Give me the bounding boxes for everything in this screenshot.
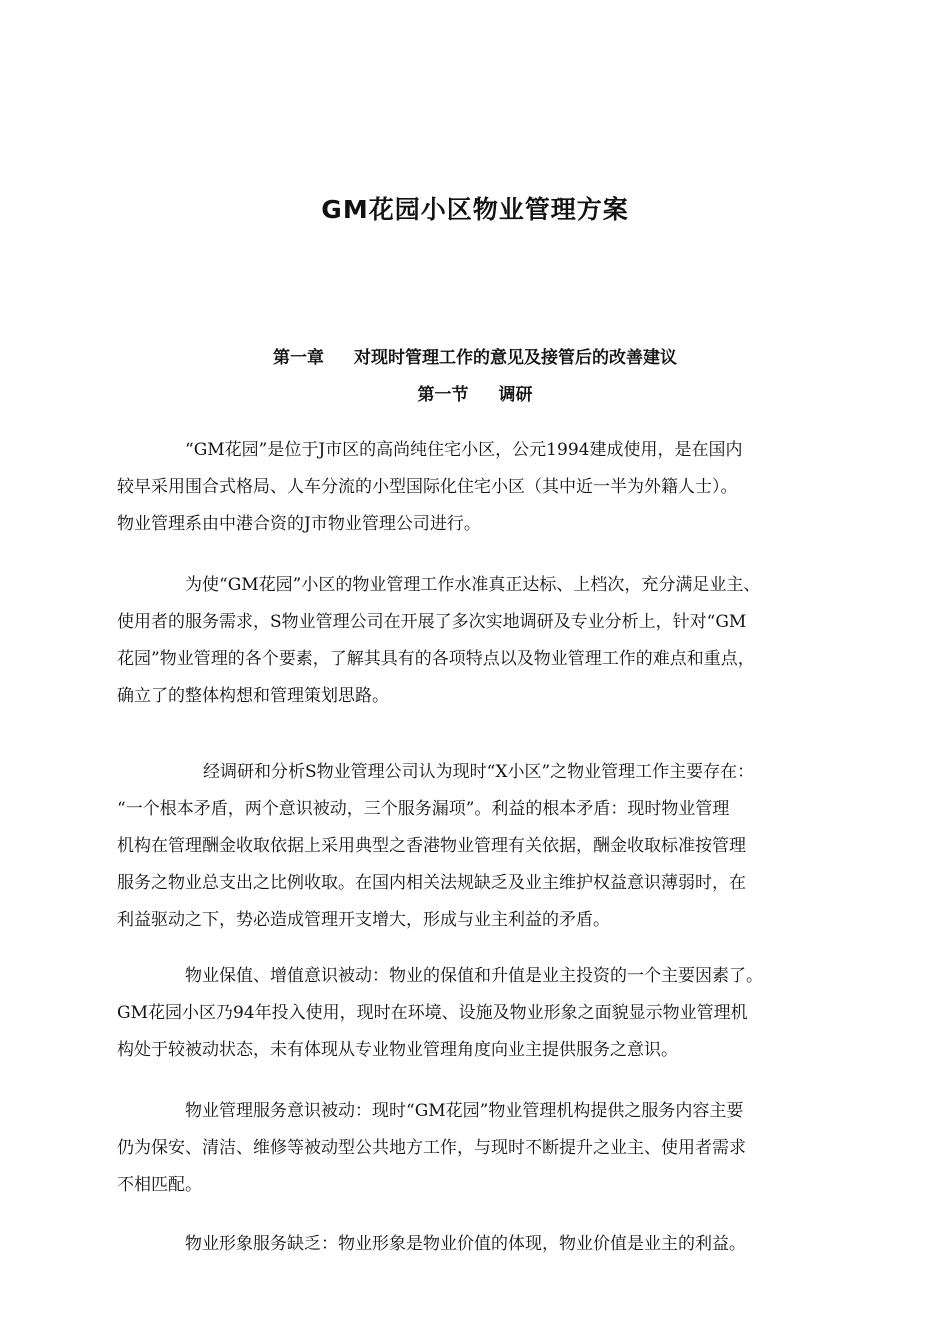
- section-heading: [0, 380, 950, 405]
- paragraph-value-awareness: [117, 958, 837, 1069]
- section-title: 调研: [498, 385, 533, 405]
- paragraph-line: 物业管理服务意识被动：现时“GM花园”物业管理机构提供之服务内容主要: [185, 1101, 744, 1121]
- paragraph-line: 使用者的服务需求，S物业管理公司在开展了多次实地调研及专业分析上，针对“GM: [117, 612, 747, 632]
- paragraph-line: 不相匹配。: [117, 1175, 202, 1195]
- document-title: GM花园小区物业管理方案: [321, 195, 629, 224]
- paragraph-line: 服务之物业总支出之比例收取。在国内相关法规缺乏及业主维护权益意识薄弱时，在: [117, 873, 746, 893]
- paragraph-line: 花园”物业管理的各个要素，了解其具有的各项特点以及物业管理工作的难点和重点，: [117, 649, 755, 669]
- paragraph-line: 机构在管理酬金收取依据上采用典型之香港物业管理有关依据，酬金收取标准按管理: [117, 836, 746, 856]
- paragraph-line: 物业保值、增值意识被动：物业的保值和升值是业主投资的一个主要因素了。: [185, 966, 763, 986]
- paragraph-line: 仍为保安、清洁、维修等被动型公共地方工作，与现时不断提升之业主、使用者需求: [117, 1138, 746, 1158]
- paragraph-line: “一个根本矛盾，两个意识被动，三个服务漏项”。利益的根本矛盾：现时物业管理: [117, 799, 730, 819]
- paragraph-line: 经调研和分析S物业管理公司认为现时“X小区”之物业管理工作主要存在：: [203, 762, 755, 782]
- paragraph-analysis: [117, 754, 837, 939]
- chapter-label: 第一章: [273, 348, 324, 368]
- paragraph-line: GM花园小区乃94年投入使用，现时在环境、设施及物业形象之面貌显示物业管理机: [117, 1003, 748, 1023]
- paragraph-line: 为使“GM花园”小区的物业管理工作水准真正达标、上档次，充分满足业主、: [185, 575, 761, 595]
- paragraph-service-awareness: [117, 1093, 837, 1204]
- paragraph-line: 较早采用围合式格局、人车分流的小型国际化住宅小区（其中近一半为外籍人士）。: [117, 477, 738, 497]
- paragraph-intro: [117, 432, 837, 543]
- paragraph-line: 构处于较被动状态，未有体现从专业物业管理角度向业主提供服务之意识。: [117, 1040, 678, 1060]
- chapter-title: 对现时管理工作的意见及接管后的改善建议: [354, 348, 677, 368]
- paragraph-line: 确立了的整体构想和管理策划思路。: [117, 686, 389, 706]
- paragraph-line: 物业管理系由中港合资的J市物业管理公司进行。: [117, 514, 481, 534]
- chapter-heading: [0, 343, 950, 368]
- paragraph-image-service: [117, 1226, 837, 1263]
- section-label: 第一节: [417, 385, 469, 405]
- paragraph-line: “GM花园”是位于J市区的高尚纯住宅小区，公元1994建成使用，是在国内: [185, 440, 743, 460]
- paragraph-line: 物业形象服务缺乏：物业形象是物业价值的体现，物业价值是业主的利益。: [185, 1234, 746, 1254]
- paragraph-line: 利益驱动之下，势必造成管理开支增大，形成与业主利益的矛盾。: [117, 910, 610, 930]
- paragraph-planning: [117, 567, 837, 715]
